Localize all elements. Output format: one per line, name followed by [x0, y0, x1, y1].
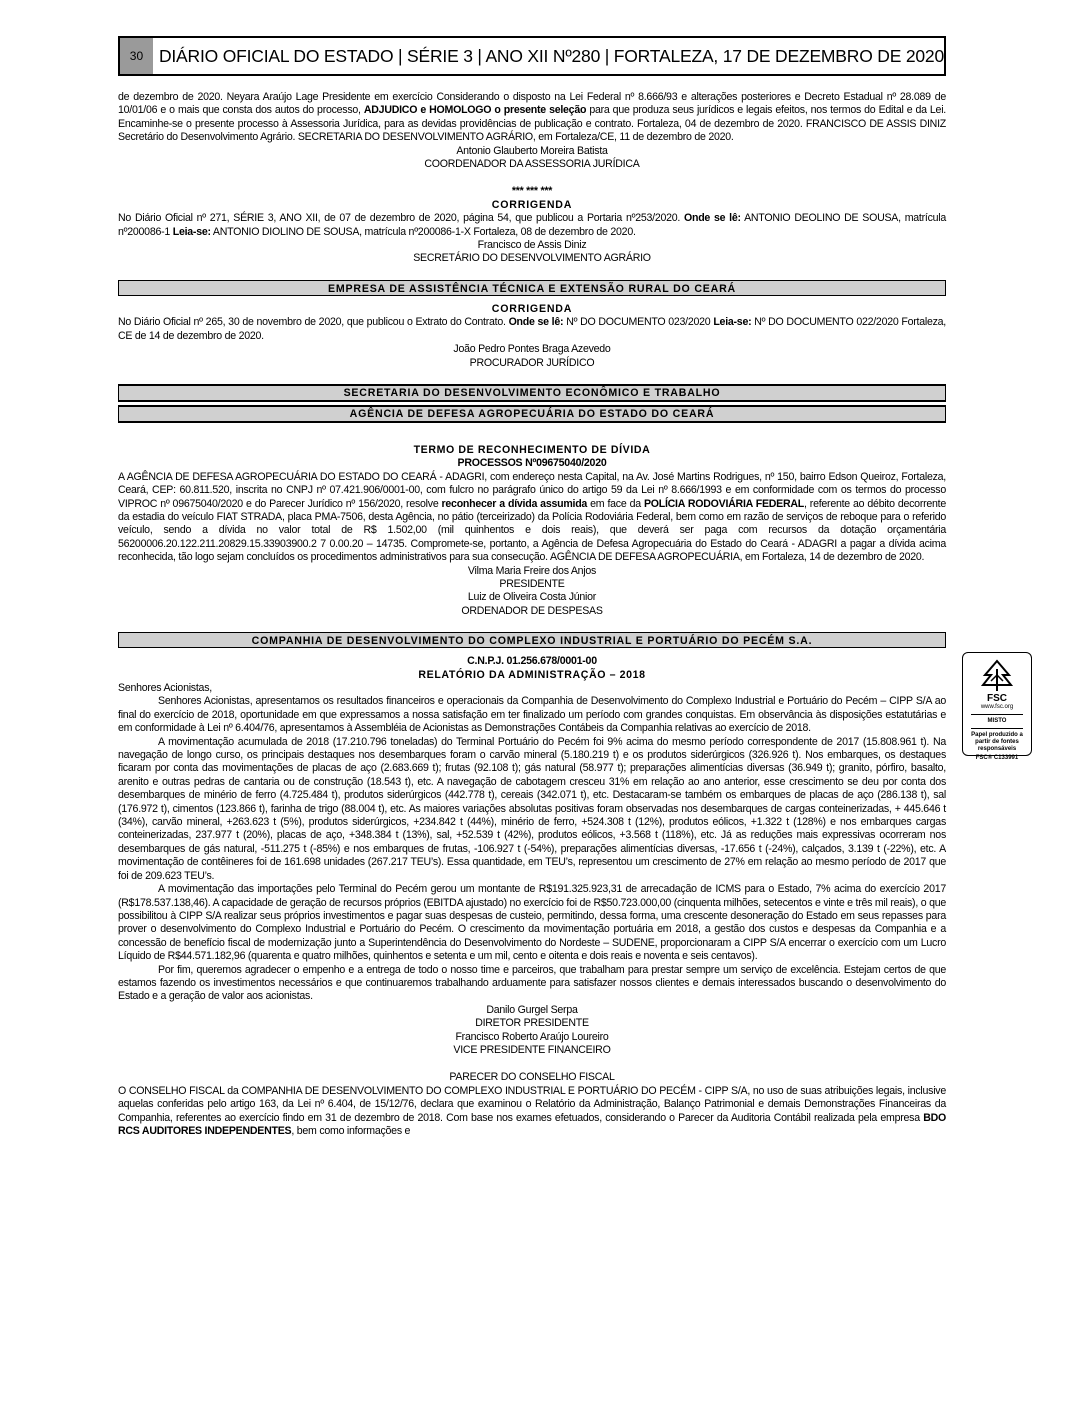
signature-name: Vilma Maria Freire dos Anjos [467, 564, 597, 577]
corrigenda-heading: CORRIGENDA [491, 198, 573, 211]
fsc-code: FSC® C133991 [975, 755, 1019, 761]
section-bar-adagri: AGÊNCIA DE DEFESA AGROPECUÁRIA DO ESTADO DO CEARÁ [118, 405, 946, 423]
fsc-site: www.fsc.org [980, 704, 1014, 710]
relatorio-paragraph-3: A movimentação das importações pelo Terminal do Pecém gerou um montante de R$191.325.923,31 de arrecadação de ICMS para o Estado, 7% acima do exercício 2017 (R$178.537.138,46). A capacidade de geração de recursos próprios (EBITDA ajustado) no exercício foi de R$50.723.000,00 (cinquenta milhões, setecentos e vinte e três mil reais), o que possibilitou à CIPP S/A realizar seus próprios investimentos e pagar suas despesas de custeio, permitindo, dessa forma, uma crescente desoneração do Estado em seus repasses para prover o desenvolvimento do Complexo Industrial e Portuário do Pecém. O crescimento da movimentação portuária em 2018, a gestão dos custos e despesas da Companhia e a concessão de benefício fiscal de modernização junto a Superintendência do Desenvolvimento do Nordeste – SUDENE, proporcionaram a CIPP S/A encerrar o exercício com um Lucro Líquido de R$44.571.182,96 (quarenta e quatro milhões, quinhentos e setenta e um mil, cento e oitenta e dois reais e noventa e seis centavos). [118, 883, 946, 963]
section-bar-pecem: COMPANHIA DE DESENVOLVIMENTO DO COMPLEXO INDUSTRIAL E PORTUÁRIO DO PECÉM S.A. [118, 632, 946, 648]
masthead [118, 36, 946, 76]
signature-name: João Pedro Pontes Braga Azevedo [453, 343, 611, 356]
termo-title: TERMO DE RECONHECIMENTO DE DÍVIDA [413, 443, 651, 456]
signature-name: Francisco Roberto Araújo Loureiro [455, 1030, 609, 1043]
corrigenda-heading: CORRIGENDA [491, 302, 573, 315]
signature-role: SECRETÁRIO DO DESENVOLVIMENTO AGRÁRIO [413, 252, 651, 265]
corrigenda-text: No Diário Oficial nº 265, 30 de novembro de 2020, que publicou o Extrato do Contrato. Onde se lê: Nº DO DOCUMENTO 023/2020 Leia-se: Nº DO DOCUMENTO 022/2020 Fortaleza, CE de 14 de dezembro de 2020. [118, 316, 946, 342]
section-bar-sedet: SECRETARIA DO DESENVOLVIMENTO ECONÔMICO E TRABALHO [118, 384, 946, 402]
fsc-brand: FSC [987, 693, 1007, 704]
signature-name: Luiz de Oliveira Costa Júnior [467, 591, 597, 604]
salutation: Senhores Acionistas, [118, 682, 212, 694]
signature-role: DIRETOR PRESIDENTE [475, 1017, 589, 1030]
signature-name: Francisco de Assis Diniz [477, 239, 587, 252]
masthead-title: DIÁRIO OFICIAL DO ESTADO | SÉRIE 3 | ANO XII Nº280 | FORTALEZA, 17 DE DEZEMBRO DE 2020 [158, 45, 944, 66]
signature-name: Antonio Glauberto Moreira Batista [456, 144, 608, 157]
section-bar-ematerce: EMPRESA DE ASSISTÊNCIA TÉCNICA E EXTENSÃO RURAL DO CEARÁ [118, 280, 946, 296]
signature-role: ORDENADOR DE DESPESAS [461, 604, 603, 617]
gazette-page [118, 36, 946, 1138]
content [118, 91, 946, 1138]
fsc-badge [962, 652, 1032, 761]
cnpj-line: C.N.P.J. 01.256.678/0001-00 [467, 655, 597, 668]
paragraph-homologacao: de dezembro de 2020. Neyara Araújo Lage Presidente em exercício Considerando o disposto na Lei Federal nº 8.666/93 e alterações posteriores e Decreto Estadual nº 28.089 de 10/01/06 e o mais que consta dos autos do processo, ADJUDICO e HOMOLOGO o presente seleção para que produza seus jurídicos e legais efeitos, nos termos do Edital e da Lei. Encaminhe-se o presente processo à Assessoria Jurídica, para as devidas providências de publicação e contrato. Fortaleza, 04 de dezembro de 2020. FRANCISCO DE ASSIS DINIZ Secretário do Desenvolvimento Agrário. SECRETARIA DO DESENVOLVIMENTO AGRÁRIO, em Fortaleza/CE, 11 de dezembro de 2020. [118, 91, 946, 144]
parecer-text: O CONSELHO FISCAL da COMPANHIA DE DESENVOLVIMENTO DO COMPLEXO INDUSTRIAL E PORTUÁRIO DO PECÉM - CIPP S/A, no uso de suas atribuições legais, inclusive aquelas conferidas pelo artigo 163, da Lei nº 6.404, de 15/12/76, declara que examinou o Relatório da Administração, Balanço Patrimonial e demais Demonstrações Financeiras da Companhia, referentes ao exercício findo em 31 de dezembro de 2018. Com base nos exames efetuados, considerando o Parecer da Auditoria Contábil realizada pela empresa BDO RCS AUDITORES INDEPENDENTES, bem como informações e [118, 1084, 946, 1137]
page-number: 30 [120, 38, 153, 74]
signature-role: COORDENADOR DA ASSESSORIA JURÍDICA [424, 158, 640, 171]
separator: *** *** *** [511, 185, 553, 198]
signature-role: VICE PRESIDENTE FINANCEIRO [453, 1043, 611, 1056]
fsc-label: MISTO [987, 718, 1007, 724]
signature-name: Danilo Gurgel Serpa [486, 1003, 578, 1016]
termo-text: A AGÊNCIA DE DEFESA AGROPECUÁRIA DO ESTADO DO CEARÁ - ADAGRI, com endereço nesta Capital, na Av. José Martins Rodrigues, nº 150, bairro Edson Queiroz, Fortaleza, Ceará, CEP: 60.811.520, inscrita no CNPJ nº 07.421.906/0001-00, com fulcro no parágrafo único do artigo 59 da Lei nº 8.666/1993 e em conformidade com os termos do processo VIPROC nº 09675040/2020 e do Parecer Jurídico nº 156/2020, resolve reconhecer a dívida assumida em face da POLÍCIA RODOVIÁRIA FEDERAL, referente ao débito decorrente da estadia do veículo FIAT STRADA, placa PMA-7506, desta Agência, no pátio (terceirizado) da Polícia Rodoviária Federal, bem como em razão de serviços de reboque para o referido veículo, sendo a dívida no valor total de R$ 1.502,00 (mil quinhentos e dois reais), que deverá ser paga com recursos da dotação orçamentária 56200006.20.122.211.20829.15.33903900.2 7 0.00.20 – 14735. Compromete-se, portanto, a Agência de Defesa Agropecuária do Estado do Ceará - ADAGRI a pagar a dívida acima reconhecida, tão logo sejam concluídos os procedimentos administrativos para sua consecução. AGÊNCIA DE DEFESA AGROPECUÁRIA, em Fortaleza, 14 de dezembro de 2020. [118, 470, 947, 564]
termo-process: PROCESSOS Nº09675040/2020 [457, 457, 607, 470]
relatorio-paragraph-2: A movimentação acumulada de 2018 (17.210.796 toneladas) do Terminal Portuário do Pecém foi 9% acima do mesmo período correspondente de 2017 (15.808.961 t). Na navegação de longo curso, os principais destaques nos desembarques foram o carvão mineral (5.180.219 t) e os produtos siderúrgicos (326.926 t). Nos embarques, os destaques ficaram por conta das movimentações de placas de aço (2.683.669 t); frutas (92.108 t); gás natural (58.977 t); preparações alimentícias diversas (36.949 t); granito, pórfiro, basalto, arenito e outras pedras de cantaria ou de construção (18.543 t), etc. A navegação de cabotagem cresceu 31% em relação ao ano anterior, esse crescimento se deu por conta dos desembarques de minério de ferro (4.725.484 t), produtos siderúrgicos (442.778 t), cereais (342.071 t), etc. Destacaram-se também os embarques de placas de aço (286.138 t), sal (176.972 t), cimentos (123.866 t), farinha de trigo (88.004 t), etc. As maiores variações absolutas positivas foram observadas nos desembarques de cargas conteinerizadas, + 445.646 t (34%), carvão mineral, +263.623 t (5%), produtos siderúrgicos, +234.842 t (44%), minério de ferro, +524.308 t (12%), produtos eólicos, +1.322 t (128%) e nos embarques cargas conteinerizadas, 237.977 t (20%), placas de aço, +348.384 t (13%), sal, +52.539 t (42%), produtos eólicos, +3.568 t (118%), etc. Já as reduções mais expressivas ocorreram nos desembarques de gás natural, -511.275 t (-85%) e nos embarques de frutas, -106.927 t (-54%), preparações alimentícias diversas, -17.656 t (-24%), calçados, 3.139 t (-22%), etc. A movimentação de contêineres foi de 161.698 unidades (267.217 TEU’s). Essa quantidade, em TEU’s, representou um crescimento de 27% em relação ao mesmo período de 2017 que foi de 209.623 TEU’s. [118, 735, 946, 882]
parecer-title: PARECER DO CONSELHO FISCAL [449, 1071, 615, 1084]
relatorio-title: RELATÓRIO DA ADMINISTRAÇÃO – 2018 [418, 668, 646, 681]
corrigenda-text: No Diário Oficial nº 271, SÉRIE 3, ANO XII, de 07 de dezembro de 2020, página 54, que publicou a Portaria nº253/2020. Onde se lê: ANTONIO DEOLINO DE SOUSA, matrícula nº200086-1 Leia-se: ANTONIO DIOLINO DE SOUSA, matrícula nº200086-1-X Fortaleza, 08 de dezembro de 2020. [118, 212, 947, 238]
fsc-desc: Papel produzido a partir de fontes responsáveis [971, 732, 1023, 752]
relatorio-paragraph-4: Por fim, queremos agradecer o empenho e a entrega de todo o nosso time e parceiros, que trabalham para prestar sempre um serviço de excelência. Estejam certos de que estamos fazendo os investimentos necessários e que continuaremos trabalhando arduamente para satisfazer nossos clientes e demais interessados buscando o desenvolvimento do Estado e a geração de valor aos acionistas. [118, 963, 946, 1003]
relatorio-paragraph-1: Senhores Acionistas, apresentamos os resultados financeiros e operacionais da Companhia de Desenvolvimento do Complexo Industrial e Portuário do Pecém – CIPP S/A ao final do exercício de 2018, oportunidade em que expressamos a nossa satisfação em ter finalizado um período com grandes conquistas. Em observância às disposições estatutárias e em conformidade à Lei nº 6.404/76, apresentamos à Assembléia de Acionistas as Demonstrações Contábeis da Companhia relativas ao exercício de 2018. [118, 695, 946, 735]
fsc-tree-icon [977, 659, 1017, 693]
signature-role: PROCURADOR JURÍDICO [469, 356, 595, 369]
signature-role: PRESIDENTE [499, 577, 565, 590]
